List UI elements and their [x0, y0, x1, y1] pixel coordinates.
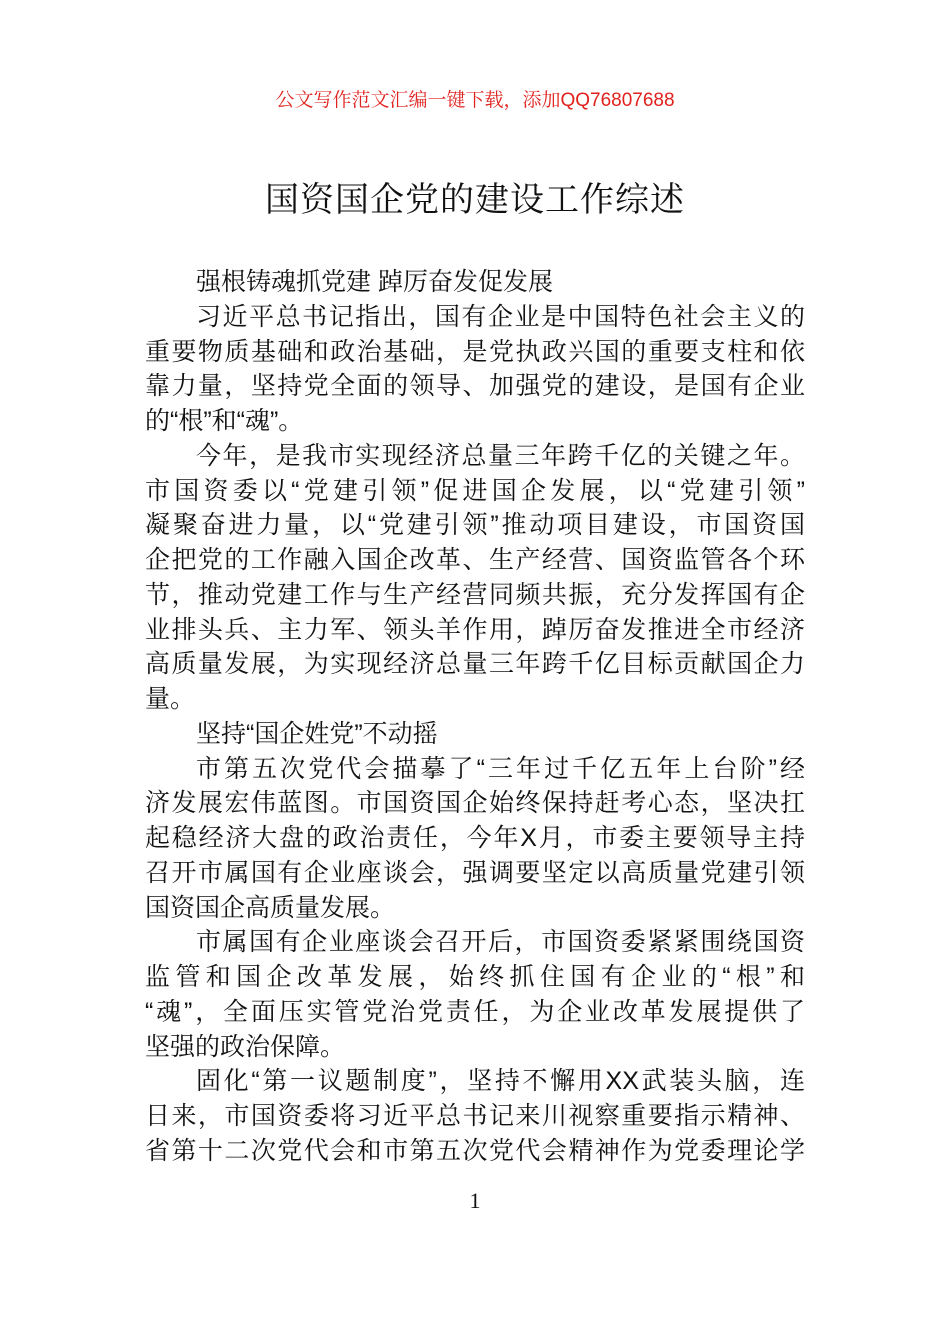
text-line: 靠力量，坚持党全面的领导、加强党的建设，是国有企业 [145, 372, 805, 401]
text-line: 监管和国企改革发展，始终抓住国有企业的“根”和 [145, 963, 805, 991]
section-heading: 坚持“国企姓党”不动摇 [196, 719, 438, 748]
text-line: “魂”，全面压实管党治党责任，为企业改革发展提供了 [145, 997, 805, 1026]
watermark-banner: 公文写作范文汇编一键下载，添加QQ76807688 [275, 90, 675, 111]
text-line: 市国资委以“党建引领”促进国企发展，以“党建引领” [145, 476, 805, 505]
text-line: 坚强的政治保障。 [145, 1032, 346, 1061]
text-line: 市属国有企业座谈会召开后，市国资委紧紧围绕国资 [196, 928, 805, 957]
text-line: 召开市属国有企业座谈会，强调要坚定以高质量党建引领 [145, 858, 805, 887]
text-line: 业排头兵、主力军、领头羊作用，踔厉奋发推进全市经济 [145, 615, 805, 644]
text-line: 起稳经济大盘的政治责任，今年X月，市委主要领导主持 [145, 824, 805, 852]
text-line: 国资国企高质量发展。 [145, 893, 396, 922]
text-line: 量。 [145, 685, 196, 713]
text-line: 节，推动党建工作与生产经营同频共振，充分发挥国有企 [145, 580, 805, 609]
text-line: 济发展宏伟蓝图。市国资国企始终保持赶考心态，坚决扛 [145, 789, 805, 818]
text-line: 日来，市国资委将习近平总书记来川视察重要指示精神、 [145, 1102, 805, 1130]
document-title: 国资国企党的建设工作综述 [265, 181, 685, 219]
text-line: 今年，是我市实现经济总量三年跨千亿的关键之年。 [196, 441, 805, 470]
text-line: 习近平总书记指出，国有企业是中国特色社会主义的 [196, 302, 805, 331]
text-line: 省第十二次党代会和市第五次党代会精神作为党委理论学 [145, 1136, 805, 1165]
text-line: 固化“第一议题制度”，坚持不懈用XX武装头脑，连 [196, 1067, 805, 1096]
text-line: 的“根”和“魂”。 [145, 407, 304, 435]
text-line: 市第五次党代会描摹了“三年过千亿五年上台阶”经 [196, 754, 805, 783]
text-line: 高质量发展，为实现经济总量三年跨千亿目标贡献国企力 [145, 650, 805, 679]
text-line: 企把党的工作融入国企改革、生产经营、国资监管各个环 [145, 546, 805, 574]
text-line: 重要物质基础和政治基础，是党执政兴国的重要支柱和依 [145, 337, 805, 366]
page-number: 1 [469, 1188, 481, 1213]
document-body [145, 265, 805, 1169]
text-line: 凝聚奋进力量，以“党建引领”推动项目建设，市国资国 [145, 511, 805, 540]
section-heading: 强根铸魂抓党建 踔厉奋发促发展 [196, 268, 553, 296]
